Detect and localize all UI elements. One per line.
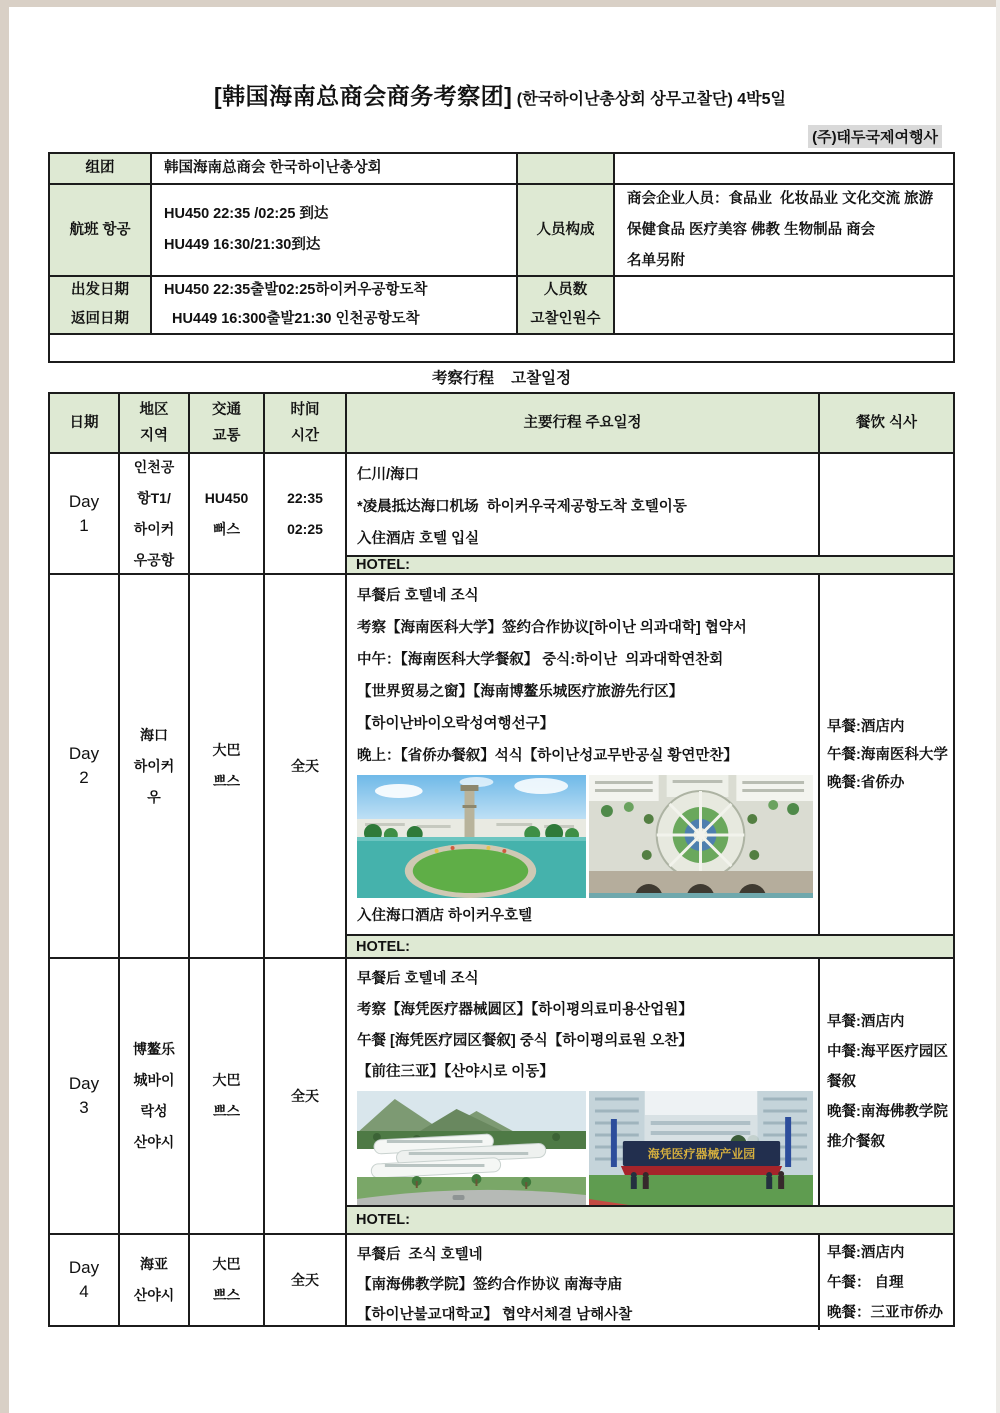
dates-label-cell: 出发日期 返回日期 — [50, 277, 152, 335]
meal-line: 推介餐叙 — [827, 1134, 885, 1150]
schedule-line: 晚上：【省侨办餐叙】석식【하이난성교무반공실 황연만찬】 — [357, 748, 738, 764]
haiping-medical-park-ceremony-photo — [589, 1091, 813, 1205]
day2-schedule-cell — [347, 575, 820, 934]
day1-right-block — [347, 454, 953, 573]
day2-transport-cell: 大巴 쁘스 — [190, 575, 265, 957]
day4-right-block — [347, 1235, 953, 1325]
day3-time-cell: 全天 — [265, 959, 347, 1233]
empty-green-cell — [518, 154, 615, 185]
schedule-line: 早餐后 호텔네 조식 — [357, 971, 479, 987]
day2-date-cell: Day 2 — [50, 575, 120, 957]
group-value-cell: 韩国海南总商会 한국하이난총상회 — [152, 154, 518, 185]
day2-hotel-checkin-line: 入住海口酒店 하이커우호텔 — [357, 908, 533, 924]
itinerary-table — [48, 392, 955, 1327]
day-row-1 — [50, 454, 953, 575]
schedule-line: 【하이난바이오락성여행선구】 — [357, 716, 555, 732]
meal-line: 餐叙 — [827, 1074, 856, 1090]
count-value-cell — [615, 277, 953, 335]
col-transport: 交通 교통 — [190, 394, 265, 452]
day2-right-block — [347, 575, 953, 957]
day3-hotel-row: HOTEL: — [347, 1205, 953, 1233]
col-time: 时间 시간 — [265, 394, 347, 452]
members-value-cell: 商会企业人员：食品业 化妆品业 文化交流 旅游 保健食品 医疗美容 佛教 生物制品 商会 名单另附 — [615, 185, 953, 277]
info-row-empty — [50, 335, 953, 361]
day1-date-cell: Day 1 — [50, 454, 120, 573]
empty-cell — [615, 154, 953, 185]
title-korean: (한국하이난총상회 상무고찰단) 4박5일 — [512, 91, 786, 108]
meal-line: 早餐:酒店内 — [827, 1244, 905, 1261]
day4-meals-cell — [820, 1235, 953, 1330]
schedule-line: 【世界贸易之窗】【海南博鳌乐城医疗旅游先行区】 — [357, 684, 684, 700]
meal-line: 中餐:海平医疗园区 — [827, 1044, 948, 1060]
dates-value-cell: HU450 22:35출발02:25하이커우공항도착 HU449 16:300출발21:30 인천공항도착 — [152, 277, 518, 335]
haikou-medical-university-tower-photo — [357, 775, 586, 898]
schedule-line: 【南海佛教学院】签约合作协议 南海寺庙 — [357, 1277, 623, 1293]
travel-agency-label: (주)태두국제여행사 — [808, 125, 942, 148]
col-main-schedule: 主要行程 주요일정 — [347, 394, 820, 452]
page-edge-top — [0, 0, 1000, 7]
day1-time-cell: 22:35 02:25 — [265, 454, 347, 573]
day3-right-block — [347, 959, 953, 1233]
meal-line: 早餐:酒店内 — [827, 718, 905, 735]
day3-schedule-cell — [347, 959, 820, 1205]
schedule-line: *凌晨抵达海口机场 하이커우국제공항도착 호텔이동 — [357, 499, 687, 515]
day2-time-cell: 全天 — [265, 575, 347, 957]
schedule-line: 午餐 [海凭医疗园区餐叙] 중식【하이평의료원 오찬】 — [357, 1033, 693, 1049]
day2-hotel-row: HOTEL: — [347, 934, 953, 957]
meal-line: 早餐:酒店内 — [827, 1014, 905, 1030]
info-row-group — [50, 154, 953, 185]
day4-region-cell: 海亚 산야시 — [120, 1235, 190, 1325]
group-label-cell: 组团 — [50, 154, 152, 185]
day2-meals-cell — [820, 575, 953, 934]
schedule-line: 中午：【海南医科大学餐叙】 중식:하이난 의과대학연찬회 — [357, 652, 724, 668]
meal-line: 晚餐:南海佛教学院 — [827, 1104, 948, 1120]
schedule-line: 早餐后 조식 호텔네 — [357, 1247, 483, 1263]
day2-region-cell: 海口 하이커 우 — [120, 575, 190, 957]
schedule-line: 仁川/海口 — [357, 467, 420, 483]
day1-hotel-row: HOTEL: — [347, 555, 953, 573]
page-edge-right — [996, 0, 1000, 1413]
flight-value-cell: HU450 22:35 /02:25 到达 HU449 16:30/21:30到达 — [152, 185, 518, 277]
empty-strip-cell — [50, 335, 953, 361]
day3-meals-cell — [820, 959, 953, 1205]
schedule-line: 早餐后 호텔네 조식 — [357, 588, 479, 604]
schedule-line: 入住酒店 호텔 입실 — [357, 531, 480, 547]
meal-line: 晚餐:省侨办 — [827, 774, 905, 791]
day-row-3 — [50, 959, 953, 1235]
info-table — [48, 152, 955, 363]
day-row-4 — [50, 1235, 953, 1325]
document-title — [0, 78, 1000, 111]
day4-transport-cell: 大巴 쁘스 — [190, 1235, 265, 1325]
schedule-line: 考察【海南医科大学】签约合作协议[하이난 의과대학] 협약서 — [357, 620, 747, 636]
schedule-line: 【前往三亚】【산야시로 이동】 — [357, 1064, 554, 1080]
col-meals: 餐饮 식사 — [855, 415, 918, 431]
day-row-2 — [50, 575, 953, 959]
day1-schedule-cell — [347, 454, 820, 555]
day1-region-cell: 인천공 항T1/ 하이커 우공항 — [120, 454, 190, 573]
schedule-line: 考察【海凭医疗器械圆区】【하이평의료미용산업원】 — [357, 1002, 693, 1018]
info-row-dates — [50, 277, 953, 335]
itinerary-header-row — [50, 394, 953, 454]
meal-line: 午餐:海南医科大学 — [827, 746, 948, 763]
day4-date-cell: Day 4 — [50, 1235, 120, 1325]
day3-transport-cell: 大巴 쁘스 — [190, 959, 265, 1233]
day4-time-cell: 全天 — [265, 1235, 347, 1325]
col-date: 日期 — [50, 394, 120, 452]
page-edge-left — [0, 0, 9, 1413]
schedule-line: 【하이난불교대학교】 협약서체결 남해사찰 — [357, 1307, 633, 1323]
count-label-cell: 人员数 고찰인원수 — [518, 277, 615, 335]
members-label-cell: 人员构成 — [518, 185, 615, 277]
day4-schedule-cell — [347, 1235, 820, 1330]
day3-photos — [357, 1091, 813, 1205]
col-region: 地区 지역 — [120, 394, 190, 452]
day2-photos — [357, 775, 813, 898]
info-row-flight — [50, 185, 953, 277]
park-sign-text: 海凭医疗器械产业园 — [647, 1146, 756, 1162]
lecheng-hospital-rendering-photo — [357, 1091, 586, 1205]
flight-label-cell: 航班 항공 — [50, 185, 152, 277]
title-chinese: [韩国海南总商会商务考察团] — [214, 83, 513, 109]
meal-line: 晚餐：三亚市侨办 — [827, 1304, 943, 1321]
day3-date-cell: Day 3 — [50, 959, 120, 1233]
day3-region-cell: 博鳌乐 城바이 락성 산야시 — [120, 959, 190, 1233]
day1-transport-cell: HU450 뻐스 — [190, 454, 265, 573]
day1-meals-cell — [820, 454, 953, 555]
haikou-campus-circular-garden-photo — [589, 775, 813, 898]
meal-line: 午餐： 自理 — [827, 1274, 904, 1291]
section-title: 考察行程 고찰일정 — [431, 370, 572, 387]
